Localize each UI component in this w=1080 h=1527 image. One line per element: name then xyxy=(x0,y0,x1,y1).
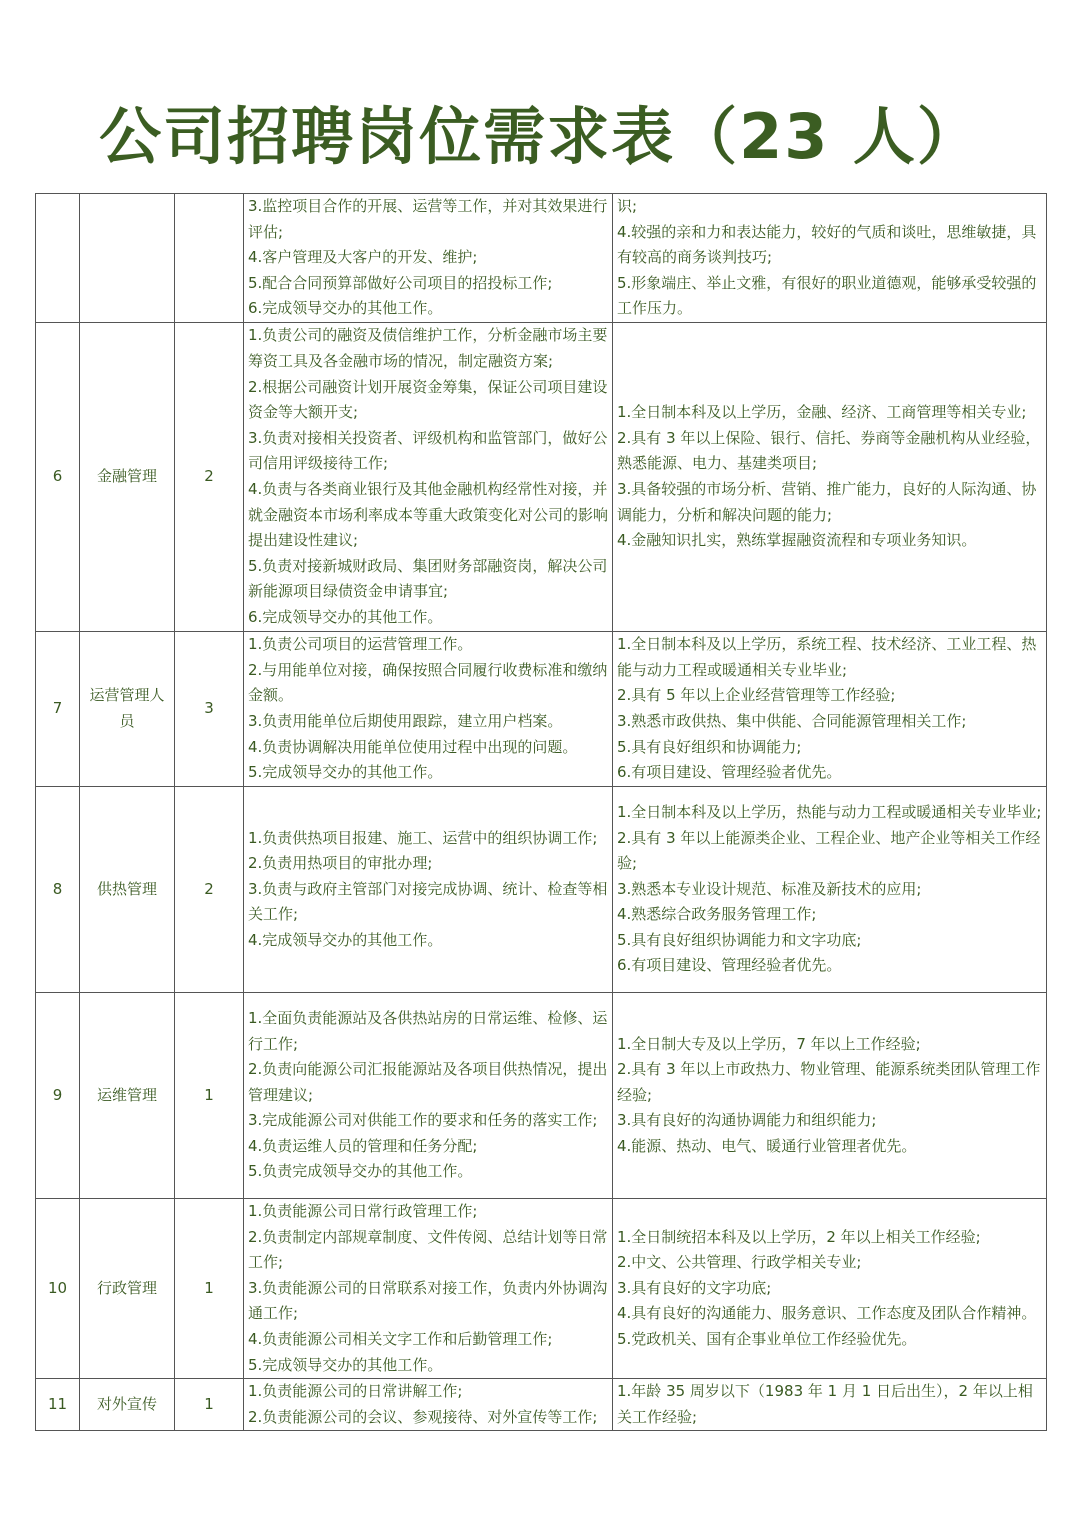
duty-item: 3.负责用能单位后期使用跟踪，建立用户档案。 xyxy=(248,712,563,730)
headcount xyxy=(175,194,244,323)
requirement-item: 1.全日制大专及以上学历，7 年以上工作经验; xyxy=(617,1034,921,1053)
job-duties xyxy=(244,1379,613,1431)
job-duties xyxy=(244,993,613,1199)
requirement-item: 6.有项目建设、管理经验者优先。 xyxy=(617,956,842,975)
position-title: 对外宣传 xyxy=(80,1379,175,1431)
job-requirements xyxy=(613,632,1047,787)
requirement-item: 3.熟悉本专业设计规范、标准及新技术的应用; xyxy=(617,879,922,898)
duty-item: 4.负责与各类商业银行及其他金融机构经常性对接，并就金融资本市场利率成本等重大政策变化对公司的影响提出建设性建议; xyxy=(248,480,609,550)
duty-item: 1.负责能源公司的日常讲解工作; xyxy=(248,1382,463,1401)
duty-item: 2.根据公司融资计划开展资金筹集，保证公司项目建设资金等大额开支; xyxy=(248,377,608,422)
headcount: 2 xyxy=(175,787,244,993)
table-row xyxy=(36,194,1047,323)
requirement-item: 1.全日制本科及以上学历，系统工程、技术经济、工业工程、热能与动力工程或暖通相关专业毕业; xyxy=(617,635,1037,679)
position-title: 供热管理 xyxy=(80,787,175,993)
requirement-item: 4.较强的亲和力和表达能力，较好的气质和谈吐，思维敏捷，具有较高的商务谈判技巧; xyxy=(617,222,1037,267)
requirement-item: 1.全日制本科及以上学历，金融、经济、工商管理等相关专业; xyxy=(617,403,1027,422)
headcount: 1 xyxy=(175,1379,244,1431)
requirement-item: 4.具有良好的沟通能力、服务意识、工作态度及团队合作精神。 xyxy=(617,1304,1037,1323)
job-requirements xyxy=(613,787,1047,993)
table-row xyxy=(36,787,1047,993)
duty-item: 3.负责能源公司的日常联系对接工作，负责内外协调沟通工作; xyxy=(248,1278,608,1323)
row-number: 7 xyxy=(36,632,80,787)
table-row xyxy=(36,632,1047,787)
duty-item: 5.配合合同预算部做好公司项目的招投标工作; xyxy=(248,273,553,292)
duty-item: 1.负责供热项目报建、施工、运营中的组织协调工作; xyxy=(248,828,598,847)
headcount: 1 xyxy=(175,1199,244,1379)
row-number: 10 xyxy=(36,1199,80,1379)
duty-item: 5.负责完成领导交办的其他工作。 xyxy=(248,1162,473,1181)
requirement-item: 5.形象端庄、举止文雅，有很好的职业道德观，能够承受较强的工作压力。 xyxy=(617,273,1037,318)
position-title: 金融管理 xyxy=(80,323,175,632)
duty-item: 2.负责能源公司的会议、参观接待、对外宣传等工作; xyxy=(248,1407,598,1426)
duty-item: 1.负责公司项目的运营管理工作。 xyxy=(248,635,473,654)
position-title xyxy=(80,194,175,323)
requirement-item: 3.熟悉市政供热、集中供能、合同能源管理相关工作; xyxy=(617,712,967,730)
duty-item: 2.与用能单位对接，确保按照合同履行收费标准和缴纳金额。 xyxy=(248,660,608,705)
job-duties xyxy=(244,194,613,323)
duty-item: 4.负责协调解决用能单位使用过程中出现的问题。 xyxy=(248,737,578,756)
position-title: 行政管理 xyxy=(80,1199,175,1379)
job-requirements xyxy=(613,1379,1047,1431)
table-row xyxy=(36,323,1047,632)
requirement-item: 4.能源、热动、电气、暖通行业管理者优先。 xyxy=(617,1136,917,1155)
requirement-item: 5.党政机关、国有企事业单位工作经验优先。 xyxy=(617,1329,917,1348)
job-requirements xyxy=(613,194,1047,323)
duty-item: 5.完成领导交办的其他工作。 xyxy=(248,763,443,782)
row-number: 11 xyxy=(36,1379,80,1431)
duty-item: 3.完成能源公司对供能工作的要求和任务的落实工作; xyxy=(248,1111,598,1130)
job-requirements xyxy=(613,323,1047,632)
row-number: 8 xyxy=(36,787,80,993)
table-row xyxy=(36,993,1047,1199)
duty-item: 3.负责对接相关投资者、评级机构和监管部门，做好公司信用评级接待工作; xyxy=(248,428,608,473)
requirement-item: 5.具有良好组织和协调能力; xyxy=(617,737,802,756)
requirement-item: 1.年龄 35 周岁以下（1983 年 1 月 1 日后出生），2 年以上相关工作经验; xyxy=(617,1382,1033,1426)
duty-item: 1.全面负责能源站及各供热站房的日常运维、检修、运行工作; xyxy=(248,1008,608,1053)
requirement-item: 2.具有 3 年以上能源类企业、工程企业、地产企业等相关工作经验; xyxy=(617,828,1041,873)
duty-item: 4.完成领导交办的其他工作。 xyxy=(248,930,443,949)
duty-item: 2.负责制定内部规章制度、文件传阅、总结计划等日常工作; xyxy=(248,1227,608,1272)
duty-item: 1.负责能源公司日常行政管理工作; xyxy=(248,1202,478,1220)
requirement-item: 5.具有良好组织协调能力和文字功底; xyxy=(617,930,862,949)
requirement-item: 3.具有良好的文字功底; xyxy=(617,1278,772,1297)
duty-item: 3.监控项目合作的开展、运营等工作，并对其效果进行评估; xyxy=(248,197,608,241)
position-title: 运营管理人员 xyxy=(80,632,175,787)
job-duties xyxy=(244,632,613,787)
duty-item: 4.负责能源公司相关文字工作和后勤管理工作; xyxy=(248,1329,553,1348)
duty-item: 5.负责对接新城财政局、集团财务部融资岗，解决公司新能源项目绿债资金申请事宜; xyxy=(248,556,608,601)
duty-item: 6.完成领导交办的其他工作。 xyxy=(248,607,443,626)
job-duties xyxy=(244,323,613,632)
row-number: 6 xyxy=(36,323,80,632)
job-requirements-table xyxy=(35,193,1047,1431)
headcount: 3 xyxy=(175,632,244,787)
requirement-item: 识; xyxy=(617,197,638,216)
job-requirements xyxy=(613,1199,1047,1379)
row-number: 9 xyxy=(36,993,80,1199)
requirement-item: 2.具有 3 年以上保险、银行、信托、券商等金融机构从业经验，熟悉能源、电力、基建类项目; xyxy=(617,428,1041,473)
table-row xyxy=(36,1199,1047,1379)
headcount: 1 xyxy=(175,993,244,1199)
requirement-item: 6.有项目建设、管理经验者优先。 xyxy=(617,763,842,782)
duty-item: 4.负责运维人员的管理和任务分配; xyxy=(248,1136,478,1155)
requirement-item: 2.具有 3 年以上市政热力、物业管理、能源系统类团队管理工作经验; xyxy=(617,1060,1041,1104)
requirement-item: 1.全日制统招本科及以上学历，2 年以上相关工作经验; xyxy=(617,1227,981,1246)
duty-item: 4.客户管理及大客户的开发、维护; xyxy=(248,248,478,267)
job-requirements xyxy=(613,993,1047,1199)
duty-item: 2.负责向能源公司汇报能源站及各项目供热情况，提出管理建议; xyxy=(248,1060,608,1104)
requirement-item: 4.熟悉综合政务服务管理工作; xyxy=(617,905,817,924)
headcount: 2 xyxy=(175,323,244,632)
duty-item: 2.负责用热项目的审批办理; xyxy=(248,854,433,873)
duty-item: 3.负责与政府主管部门对接完成协调、统计、检查等相关工作; xyxy=(248,879,608,924)
position-title: 运维管理 xyxy=(80,993,175,1199)
job-duties xyxy=(244,1199,613,1379)
duty-item: 5.完成领导交办的其他工作。 xyxy=(248,1355,443,1374)
requirement-item: 4.金融知识扎实，熟练掌握融资流程和专项业务知识。 xyxy=(617,531,977,550)
requirement-item: 2.具有 5 年以上企业经营管理等工作经验; xyxy=(617,686,896,705)
table-row xyxy=(36,1379,1047,1431)
job-duties xyxy=(244,787,613,993)
requirement-item: 3.具备较强的市场分析、营销、推广能力，良好的人际沟通、协调能力，分析和解决问题的能力; xyxy=(617,480,1037,524)
requirement-item: 2.中文、公共管理、行政学相关专业; xyxy=(617,1253,862,1272)
duty-item: 6.完成领导交办的其他工作。 xyxy=(248,299,443,318)
duty-item: 1.负责公司的融资及债信维护工作，分析金融市场主要筹资工具及各金融市场的情况，制定融资方案; xyxy=(248,326,608,371)
row-number xyxy=(36,194,80,323)
table-body xyxy=(36,194,1047,1431)
requirement-item: 3.具有良好的沟通协调能力和组织能力; xyxy=(617,1111,877,1130)
page-title: 公司招聘岗位需求表（23 人） xyxy=(99,100,981,173)
requirement-item: 1.全日制本科及以上学历，热能与动力工程或暖通相关专业毕业; xyxy=(617,802,1042,821)
